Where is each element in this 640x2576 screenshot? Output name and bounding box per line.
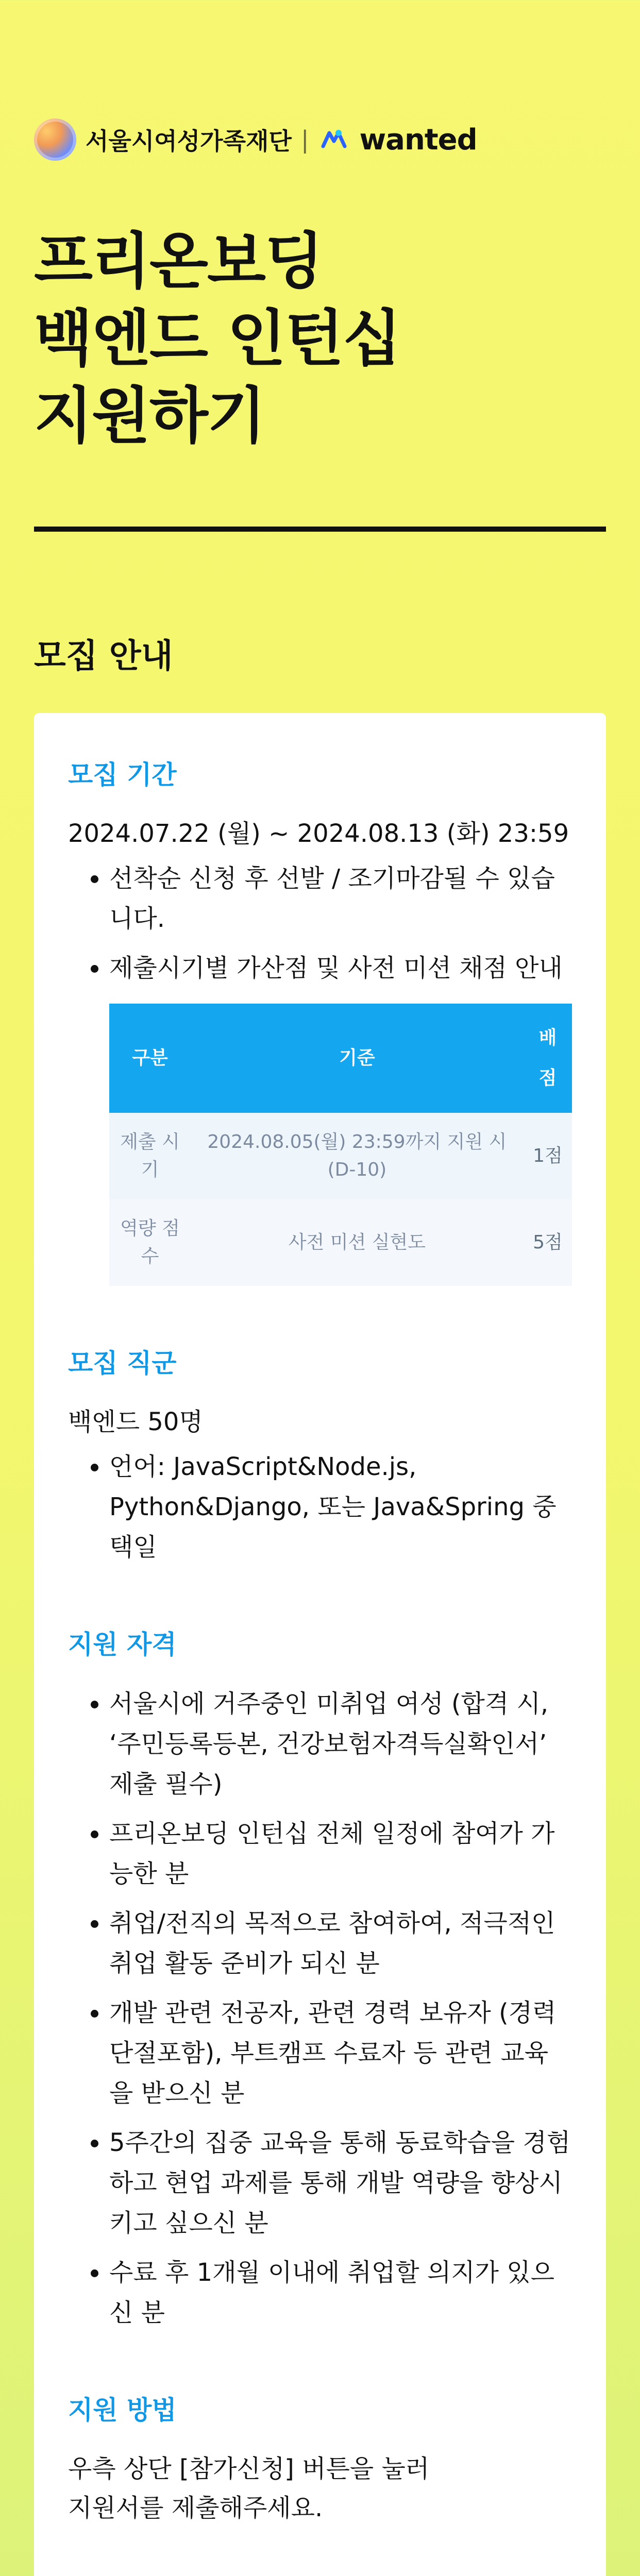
table-header-row (109, 1004, 572, 1113)
wanted-logo-text: wanted (359, 123, 477, 157)
brand-bar (34, 118, 606, 161)
table-cell-score: 1점 (524, 1113, 572, 1199)
title-line: 백엔드 인턴십 (34, 303, 401, 374)
title-line: 지원하기 (34, 380, 265, 451)
period-block (68, 754, 572, 1286)
position-text: 백엔드 50명 (68, 1408, 203, 1436)
list-item: • 언어: JavaScript&Node.js, Python&Django, 또는 Java&Spring 중 택일 (109, 1447, 572, 1567)
recruit-card (34, 713, 606, 2576)
list-item: • 5주간의 집중 교육을 통해 동료학습을 경험하고 현업 과제를 통해 개발 역량을 향상시키고 싶으신 분 (109, 2123, 572, 2243)
list-item: • 서울시에 거주중인 미취업 여성 (합격 시, ‘주민등록등본, 건강보험자격득실확인서’ 제출 필수) (109, 1684, 572, 1804)
qualification-block (68, 1624, 572, 2333)
table-cell-score: 5점 (524, 1199, 572, 1286)
qualification-heading: 지원 자격 (68, 1630, 177, 1659)
method-line: 우측 상단 [참가신청] 버튼을 눌러 (68, 2454, 430, 2483)
list-item: • 프리온보딩 인턴십 전체 일정에 참여가 가능한 분 (109, 1814, 572, 1894)
brand-separator: | (300, 126, 309, 154)
method-heading: 지원 방법 (68, 2395, 177, 2425)
section-title: 모집 안내 (34, 637, 173, 675)
list-item: • 선착순 신청 후 선발 / 조기마감될 수 있습니다. (109, 858, 572, 939)
list-item (109, 948, 572, 1286)
table-cell-label: 제출 시기 (109, 1113, 191, 1199)
list-item-text: 제출시기별 가산점 및 사전 미션 채점 안내 (109, 954, 563, 982)
list-item: • 취업/전직의 목적으로 참여하여, 적극적인 취업 활동 준비가 되신 분 (109, 1903, 572, 1984)
period-bullets (68, 858, 572, 1286)
position-heading: 모집 직군 (68, 1348, 177, 1378)
period-heading: 모집 기간 (68, 760, 177, 790)
table-cell-criteria: 사전 미션 실현도 (191, 1199, 524, 1286)
foundation-name: 서울시여성가족재단 (86, 127, 292, 155)
foundation-logo-icon (34, 118, 76, 161)
recruit-section (0, 630, 640, 2576)
table-row (109, 1113, 572, 1199)
title-line: 프리온보딩 (34, 226, 323, 297)
header (0, 0, 640, 454)
method-line: 지원서를 제출해주세요. (68, 2494, 323, 2522)
table-row (109, 1199, 572, 1286)
position-block (68, 1343, 572, 1567)
scoring-table (109, 1004, 572, 1286)
table-header: 배점 (524, 1004, 572, 1113)
page-title (34, 223, 606, 454)
table-cell-criteria: 2024.08.05(월) 23:59까지 지원 시 (D-10) (191, 1113, 524, 1199)
wanted-logo-icon (318, 124, 350, 156)
position-bullets (68, 1447, 572, 1567)
table-cell-label: 역량 점수 (109, 1199, 191, 1286)
list-item: • 개발 관련 전공자, 관련 경력 보유자 (경력단절포함), 부트캠프 수료자 등 관련 교육을 받으신 분 (109, 1993, 572, 2113)
table-header: 기준 (191, 1004, 524, 1113)
method-block (68, 2389, 572, 2528)
period-text: 2024.07.22 (월) ~ 2024.08.13 (화) 23:59 (68, 819, 569, 848)
title-divider (34, 527, 606, 532)
list-item: • 수료 후 1개월 이내에 취업할 의지가 있으신 분 (109, 2252, 572, 2333)
qualification-bullets (68, 1684, 572, 2333)
table-header: 구분 (109, 1004, 191, 1113)
